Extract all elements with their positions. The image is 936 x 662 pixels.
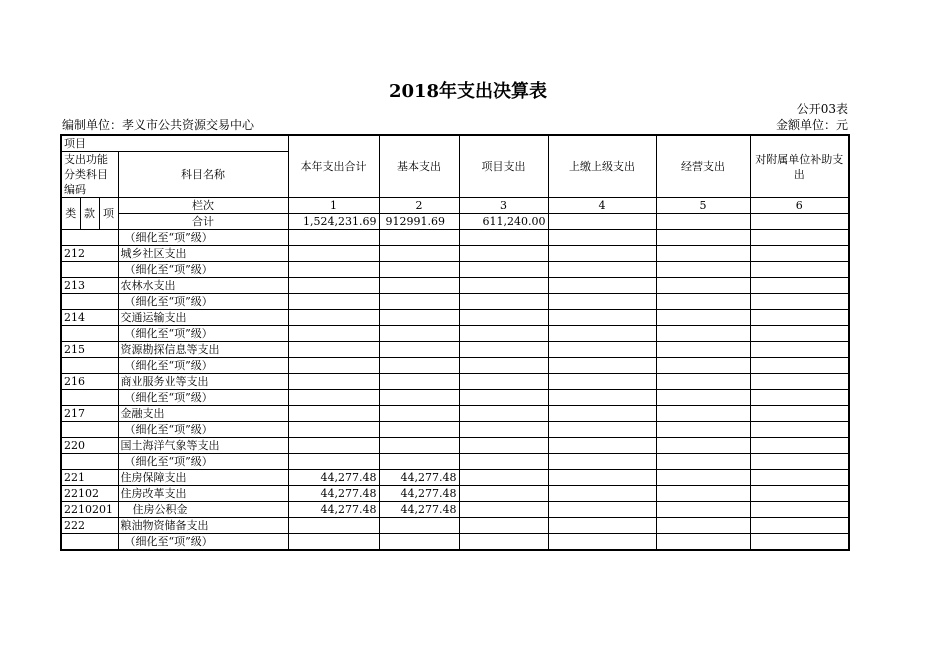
row-col1 [288, 454, 379, 470]
total-col2: 912991.69 [379, 214, 459, 230]
row-name: 住房保障支出 [118, 470, 288, 486]
row-col5 [656, 406, 750, 422]
row-col5 [656, 326, 750, 342]
table-row [61, 262, 849, 278]
header-col2: 基本支出 [379, 135, 459, 198]
row-col1 [288, 310, 379, 326]
row-col3 [459, 262, 548, 278]
row-col6 [750, 406, 849, 422]
row-code: 216 [61, 374, 118, 390]
row-col4 [548, 310, 656, 326]
header-col6: 对附属单位补助支出 [750, 135, 849, 198]
total-col4 [548, 214, 656, 230]
row-col3 [459, 502, 548, 518]
header-lei: 类 [61, 198, 80, 230]
row-col6 [750, 310, 849, 326]
row-col5 [656, 262, 750, 278]
row-col2 [379, 294, 459, 310]
table-row [61, 310, 849, 326]
row-name: 国土海洋气象等支出 [118, 438, 288, 454]
row-col1 [288, 246, 379, 262]
row-col6 [750, 358, 849, 374]
total-label: 合计 [118, 214, 288, 230]
row-col4 [548, 502, 656, 518]
table-row [61, 342, 849, 358]
row-col5 [656, 534, 750, 551]
row-col4 [548, 422, 656, 438]
row-col2 [379, 438, 459, 454]
row-col4 [548, 342, 656, 358]
table-row [61, 518, 849, 534]
row-col3 [459, 230, 548, 246]
col-no-2: 2 [379, 198, 459, 214]
header-col5: 经营支出 [656, 135, 750, 198]
row-col3 [459, 390, 548, 406]
row-col5 [656, 246, 750, 262]
header-kuan: 款 [80, 198, 99, 230]
row-col2 [379, 262, 459, 278]
row-col1 [288, 326, 379, 342]
row-col5 [656, 438, 750, 454]
table-row [61, 230, 849, 246]
row-code [61, 230, 118, 246]
row-col4 [548, 486, 656, 502]
row-code [61, 534, 118, 551]
row-col2 [379, 310, 459, 326]
row-code: 2210201 [61, 502, 118, 518]
table-row [61, 406, 849, 422]
row-col3 [459, 326, 548, 342]
row-name: （细化至“项”级） [118, 294, 288, 310]
row-col3 [459, 470, 548, 486]
row-col4 [548, 518, 656, 534]
row-name: （细化至“项”级） [118, 358, 288, 374]
row-col6 [750, 454, 849, 470]
row-col2 [379, 422, 459, 438]
table-row [61, 486, 849, 502]
row-code: 214 [61, 310, 118, 326]
row-col3 [459, 246, 548, 262]
row-name: （细化至“项”级） [118, 326, 288, 342]
row-col3 [459, 422, 548, 438]
row-code [61, 390, 118, 406]
row-col5 [656, 486, 750, 502]
row-col6 [750, 246, 849, 262]
row-code: 222 [61, 518, 118, 534]
row-col1 [288, 534, 379, 551]
row-code: 215 [61, 342, 118, 358]
table-row [61, 502, 849, 518]
row-code [61, 294, 118, 310]
row-col4 [548, 358, 656, 374]
row-col6 [750, 278, 849, 294]
row-col2: 44,277.48 [379, 470, 459, 486]
row-code: 22102 [61, 486, 118, 502]
row-col1 [288, 262, 379, 278]
row-col1 [288, 390, 379, 406]
row-col6 [750, 374, 849, 390]
row-col6 [750, 518, 849, 534]
row-name: 农林水支出 [118, 278, 288, 294]
row-col1 [288, 230, 379, 246]
row-col3 [459, 454, 548, 470]
row-col4 [548, 390, 656, 406]
row-code: 212 [61, 246, 118, 262]
row-col6 [750, 438, 849, 454]
row-col2 [379, 534, 459, 551]
row-col1 [288, 294, 379, 310]
row-col1 [288, 342, 379, 358]
row-col3 [459, 534, 548, 551]
row-col1: 44,277.48 [288, 486, 379, 502]
row-name: 住房公积金 [118, 502, 288, 518]
row-col4 [548, 470, 656, 486]
row-name: 交通运输支出 [118, 310, 288, 326]
table-row [61, 358, 849, 374]
table-row [61, 326, 849, 342]
row-col5 [656, 358, 750, 374]
row-name: 商业服务业等支出 [118, 374, 288, 390]
row-col2 [379, 358, 459, 374]
row-name: （细化至“项”级） [118, 422, 288, 438]
row-col5 [656, 454, 750, 470]
row-col5 [656, 374, 750, 390]
header-name: 科目名称 [118, 152, 288, 198]
table-row [61, 294, 849, 310]
header-col3: 项目支出 [459, 135, 548, 198]
row-col3 [459, 278, 548, 294]
row-col1 [288, 374, 379, 390]
total-col1: 1,524,231.69 [288, 214, 379, 230]
row-code: 213 [61, 278, 118, 294]
row-col2: 44,277.48 [379, 502, 459, 518]
row-name: 金融支出 [118, 406, 288, 422]
row-col4 [548, 374, 656, 390]
page-title: 2018年支出决算表 [388, 81, 548, 102]
table-row [61, 246, 849, 262]
row-col6 [750, 294, 849, 310]
table-row [61, 390, 849, 406]
compiling-unit: 编制单位：孝义市公共资源交易中心 [62, 118, 255, 132]
header-col1: 本年支出合计 [288, 135, 379, 198]
row-code: 220 [61, 438, 118, 454]
header-item: 项目 [61, 135, 288, 152]
row-col2 [379, 230, 459, 246]
row-col5 [656, 470, 750, 486]
row-col3 [459, 294, 548, 310]
col-no-5: 5 [656, 198, 750, 214]
col-no-3: 3 [459, 198, 548, 214]
row-col2 [379, 374, 459, 390]
row-col4 [548, 278, 656, 294]
row-col5 [656, 518, 750, 534]
row-col6 [750, 422, 849, 438]
row-col3 [459, 342, 548, 358]
row-col1: 44,277.48 [288, 470, 379, 486]
total-col3: 611,240.00 [459, 214, 548, 230]
row-col5 [656, 310, 750, 326]
header-code: 支出功能分类科目编码 [61, 152, 118, 198]
row-col3 [459, 518, 548, 534]
form-number: 公开03表 [796, 102, 848, 116]
table-row [61, 454, 849, 470]
row-col4 [548, 294, 656, 310]
row-name: 资源勘探信息等支出 [118, 342, 288, 358]
table-row [61, 438, 849, 454]
row-col1 [288, 278, 379, 294]
row-col4 [548, 406, 656, 422]
row-code [61, 454, 118, 470]
row-name: （细化至“项”级） [118, 534, 288, 551]
col-no-1: 1 [288, 198, 379, 214]
row-col2 [379, 406, 459, 422]
row-name: （细化至“项”级） [118, 390, 288, 406]
row-col5 [656, 390, 750, 406]
table-row [61, 534, 849, 551]
row-name: 粮油物资储备支出 [118, 518, 288, 534]
row-col5 [656, 342, 750, 358]
row-col1: 44,277.48 [288, 502, 379, 518]
row-col6 [750, 342, 849, 358]
col-no-6: 6 [750, 198, 849, 214]
row-col3 [459, 486, 548, 502]
row-name: （细化至“项”级） [118, 230, 288, 246]
table-row [61, 470, 849, 486]
total-col6 [750, 214, 849, 230]
row-col6 [750, 534, 849, 551]
row-col2 [379, 390, 459, 406]
row-col2 [379, 518, 459, 534]
row-col2 [379, 454, 459, 470]
row-col6 [750, 326, 849, 342]
row-col1 [288, 518, 379, 534]
row-col5 [656, 278, 750, 294]
row-name: （细化至“项”级） [118, 262, 288, 278]
row-col1 [288, 422, 379, 438]
row-col4 [548, 246, 656, 262]
header-xiang: 项 [99, 198, 118, 230]
row-col3 [459, 406, 548, 422]
col-no-4: 4 [548, 198, 656, 214]
row-col6 [750, 230, 849, 246]
row-col2 [379, 342, 459, 358]
table-row [61, 422, 849, 438]
row-col1 [288, 358, 379, 374]
row-col5 [656, 502, 750, 518]
row-col2 [379, 246, 459, 262]
row-col2: 44,277.48 [379, 486, 459, 502]
row-col6 [750, 262, 849, 278]
row-col6 [750, 390, 849, 406]
money-unit: 金额单位：元 [775, 118, 848, 132]
total-col5 [656, 214, 750, 230]
row-total [61, 214, 849, 230]
row-col5 [656, 422, 750, 438]
row-col3 [459, 310, 548, 326]
row-col4 [548, 534, 656, 551]
row-code [61, 262, 118, 278]
row-code: 217 [61, 406, 118, 422]
row-col4 [548, 230, 656, 246]
row-col5 [656, 294, 750, 310]
row-col5 [656, 230, 750, 246]
row-col2 [379, 326, 459, 342]
table-row [61, 278, 849, 294]
row-col4 [548, 438, 656, 454]
row-col4 [548, 454, 656, 470]
row-col3 [459, 374, 548, 390]
row-col6 [750, 470, 849, 486]
header-col4: 上缴上级支出 [548, 135, 656, 198]
row-name: 城乡社区支出 [118, 246, 288, 262]
table-row [61, 374, 849, 390]
row-code: 221 [61, 470, 118, 486]
row-col6 [750, 502, 849, 518]
row-name: （细化至“项”级） [118, 454, 288, 470]
row-lanci [61, 198, 849, 214]
row-col4 [548, 326, 656, 342]
row-col4 [548, 262, 656, 278]
lanci-label: 栏次 [118, 198, 288, 214]
row-col6 [750, 486, 849, 502]
row-col1 [288, 438, 379, 454]
row-col1 [288, 406, 379, 422]
row-col2 [379, 278, 459, 294]
expenditure-table [60, 134, 850, 551]
row-code [61, 422, 118, 438]
row-col3 [459, 438, 548, 454]
row-name: 住房改革支出 [118, 486, 288, 502]
row-col3 [459, 358, 548, 374]
header-row-item [61, 135, 849, 152]
row-code [61, 326, 118, 342]
row-code [61, 358, 118, 374]
